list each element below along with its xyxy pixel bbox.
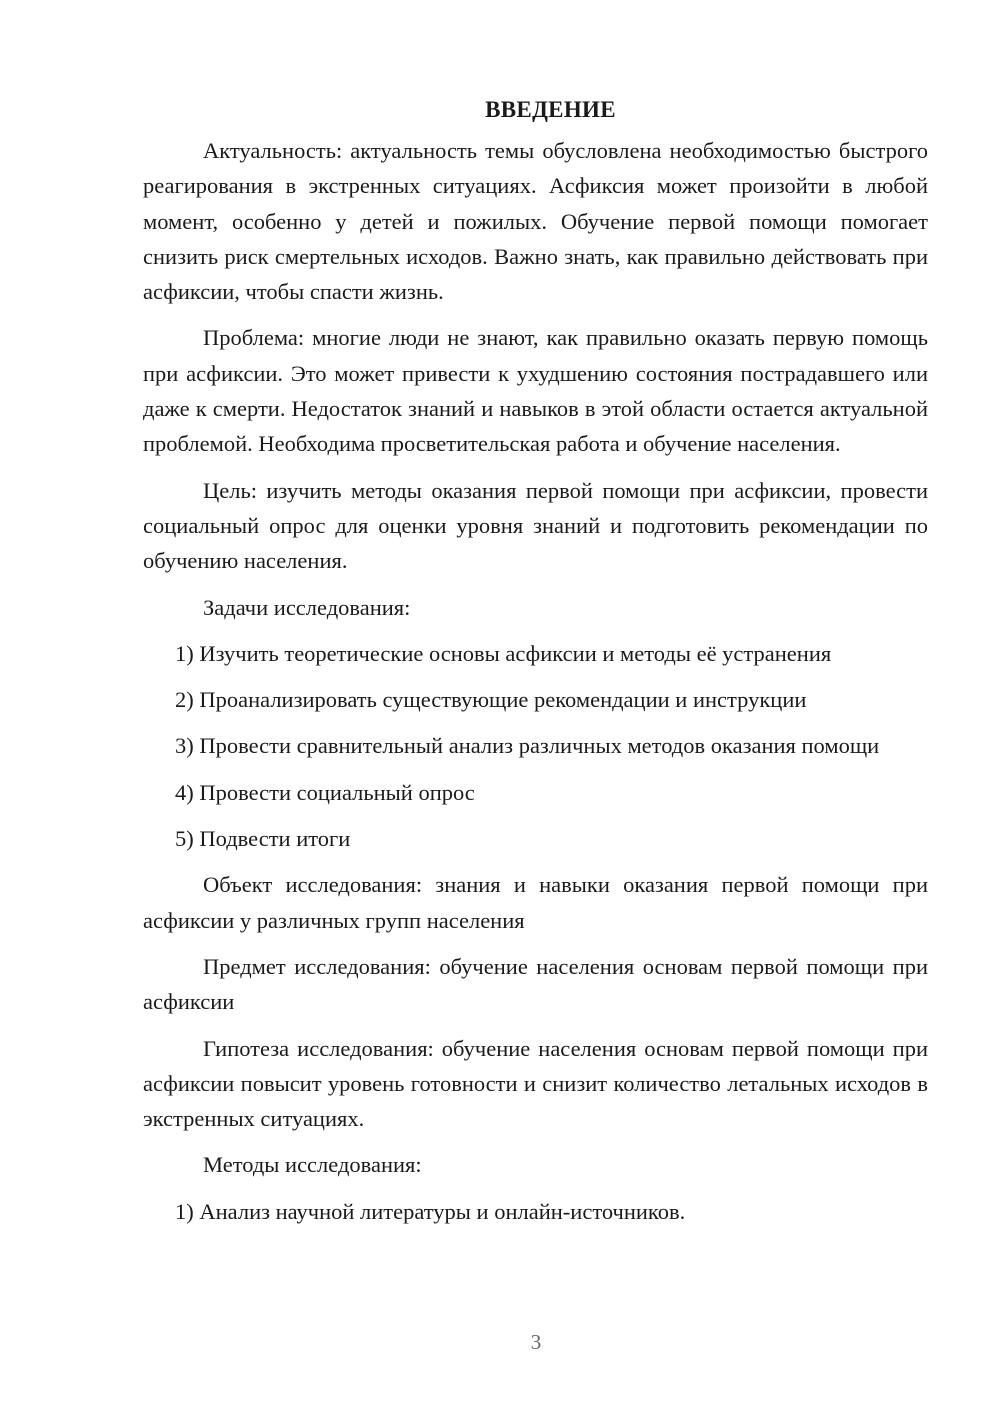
task-item-1: 1) Изучить теоретические основы асфиксии и методы её устранения	[175, 640, 832, 666]
paragraph-goal: Цель: изучить методы оказания первой помощи при асфиксии, провести социальный опрос для оценки уровня знаний и подготовить рекомендации по обучению населения.	[143, 477, 928, 574]
paragraph-hypothesis: Гипотеза исследования: обучение населения основам первой помощи при асфиксии повысит уровень готовности и снизит количество летальных исходов в экстренных ситуациях.	[143, 1035, 928, 1132]
tasks-heading: Задачи исследования:	[203, 594, 411, 620]
paragraph-object: Объект исследования: знания и навыки оказания первой помощи при асфиксии у различных групп населения	[143, 872, 928, 933]
section-title: ВВЕДЕНИЕ	[485, 97, 616, 122]
task-item-3: 3) Провести сравнительный анализ различных методов оказания помощи	[175, 733, 880, 759]
task-item-4: 4) Провести социальный опрос	[175, 779, 475, 805]
methods-heading: Методы исследования:	[203, 1152, 422, 1178]
paragraph-subject: Предмет исследования: обучение населения основам первой помощи при асфиксии	[143, 953, 928, 1015]
page-content	[143, 93, 928, 1240]
method-item-1: 1) Анализ научной литературы и онлайн-источников.	[175, 1198, 686, 1224]
paragraph-problem: Проблема: многие люди не знают, как правильно оказать первую помощь при асфиксии. Это может привести к ухудшению состояния пострадавшего или даже к смерти. Недостаток знаний и навыков в этой области остается актуальной проблемой. Необходима просветительская работа и обучение населения.	[143, 325, 928, 457]
paragraph-relevance: Актуальность: актуальность темы обусловлена необходимостью быстрого реагирования в экстренных ситуациях. Асфиксия может произойти в любой момент, особенно у детей и пожилых. Обучение первой помощи помогает снизить риск смертельных исходов. Важно знать, как правильно действовать при асфиксии, чтобы спасти жизнь.	[143, 138, 928, 305]
task-item-2: 2) Проанализировать существующие рекомендации и инструкции	[175, 687, 807, 713]
task-item-5: 5) Подвести итоги	[175, 826, 351, 852]
page-number: 3	[530, 1330, 542, 1354]
